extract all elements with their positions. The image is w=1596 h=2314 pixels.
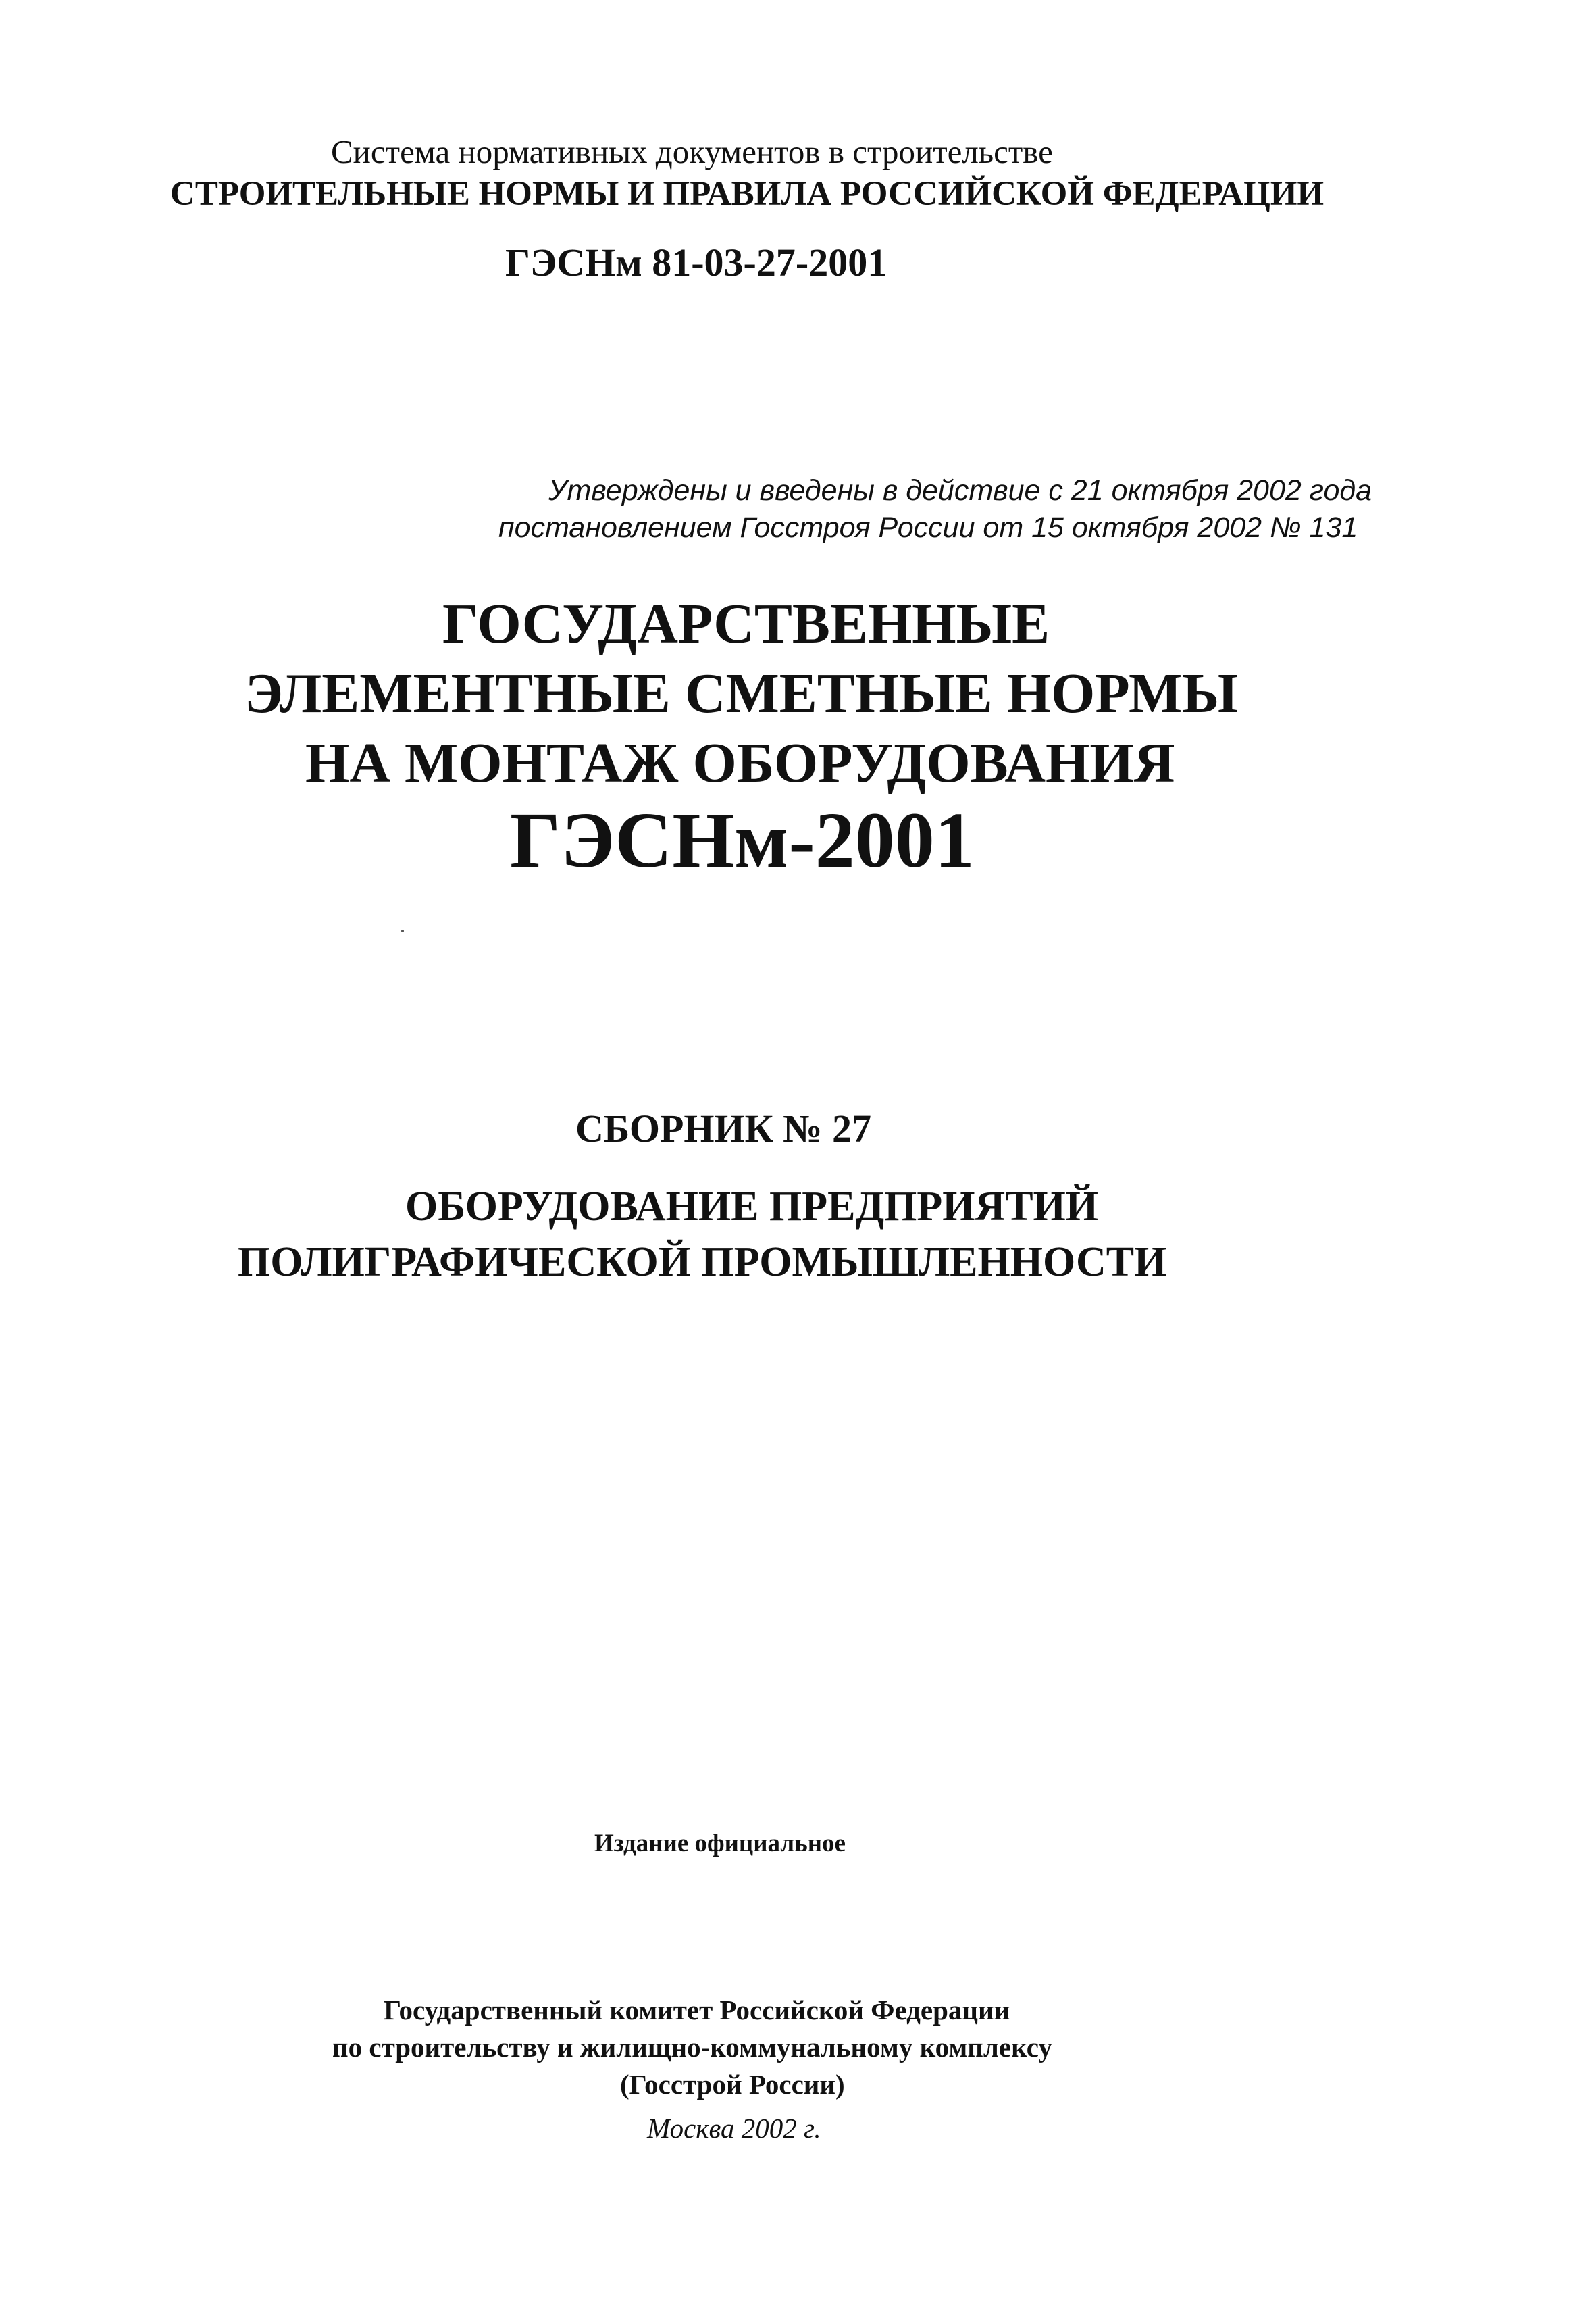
title-short: ГЭСНм-2001	[510, 796, 975, 884]
title-line-1: ГОСУДАРСТВЕННЫЕ	[442, 593, 1050, 655]
scan-speck	[401, 930, 404, 932]
collection-name-line-2: ПОЛИГРАФИЧЕСКОЙ ПРОМЫШЛЕННОСТИ	[238, 1239, 1167, 1285]
city-year: Москва 2002 г.	[647, 2113, 821, 2144]
document-code: ГЭСНм 81-03-27-2001	[505, 241, 887, 284]
publisher-line-1: Государственный комитет Российской Федерации	[384, 1994, 1010, 2026]
edition-label: Издание официальное	[594, 1830, 846, 1857]
title-line-2: ЭЛЕМЕНТНЫЕ СМЕТНЫЕ НОРМЫ	[244, 662, 1238, 725]
system-heading: Система нормативных документов в строительстве	[331, 133, 1053, 170]
publisher-line-3: (Госстрой России)	[620, 2069, 845, 2100]
publisher-line-2: по строительству и жилищно-коммунальному комплексу	[332, 2032, 1052, 2063]
collection-number: СБОРНИК № 27	[575, 1107, 871, 1151]
snip-heading: СТРОИТЕЛЬНЫЕ НОРМЫ И ПРАВИЛА РОССИЙСКОЙ ФЕДЕРАЦИИ	[170, 175, 1324, 213]
title-line-3: НА МОНТАЖ ОБОРУДОВАНИЯ	[305, 732, 1175, 795]
collection-name-line-1: ОБОРУДОВАНИЕ ПРЕДПРИЯТИЙ	[405, 1184, 1098, 1230]
approval-line-2: постановлением Госстроя России от 15 октября 2002 № 131	[498, 511, 1358, 544]
approval-line-1: Утверждены и введены в действие с 21 октября 2002 года	[548, 474, 1372, 507]
